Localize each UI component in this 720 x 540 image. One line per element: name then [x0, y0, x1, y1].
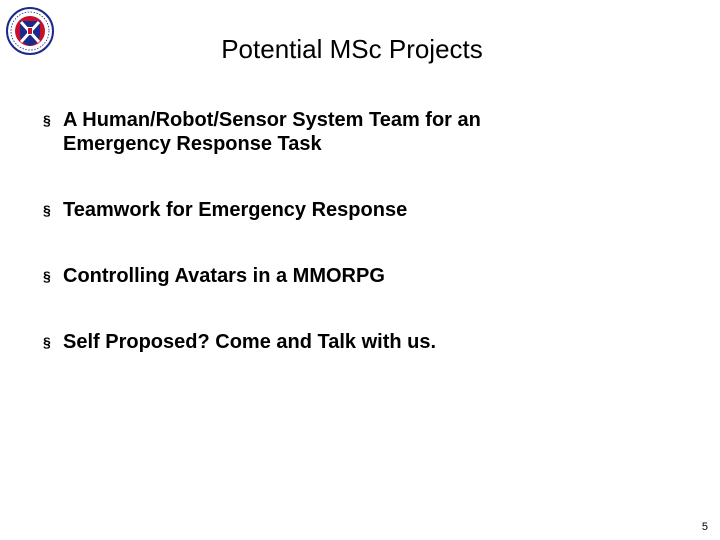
page-number: 5 — [701, 521, 708, 533]
bullet-text-line: Emergency Response Task — [63, 133, 322, 155]
bullet-text-line: A Human/Robot/Sensor System Team for an — [63, 109, 481, 131]
bullet-text-line: Controlling Avatars in a MMORPG — [63, 265, 385, 287]
slide-title: Potential MSc Projects — [221, 34, 483, 64]
bullet-item — [43, 264, 683, 288]
bullet-text-line: Self Proposed? Come and Talk with us. — [63, 331, 437, 353]
bullet-marker: § — [43, 112, 51, 128]
bullet-item — [43, 330, 683, 354]
bullet-item — [43, 108, 683, 156]
bullet-marker: § — [43, 202, 51, 218]
bullet-marker: § — [43, 268, 51, 284]
bullet-list — [43, 108, 683, 396]
bullet-marker: § — [43, 334, 51, 350]
bullet-item — [43, 198, 683, 222]
bullet-text-line: Teamwork for Emergency Response — [63, 199, 408, 221]
